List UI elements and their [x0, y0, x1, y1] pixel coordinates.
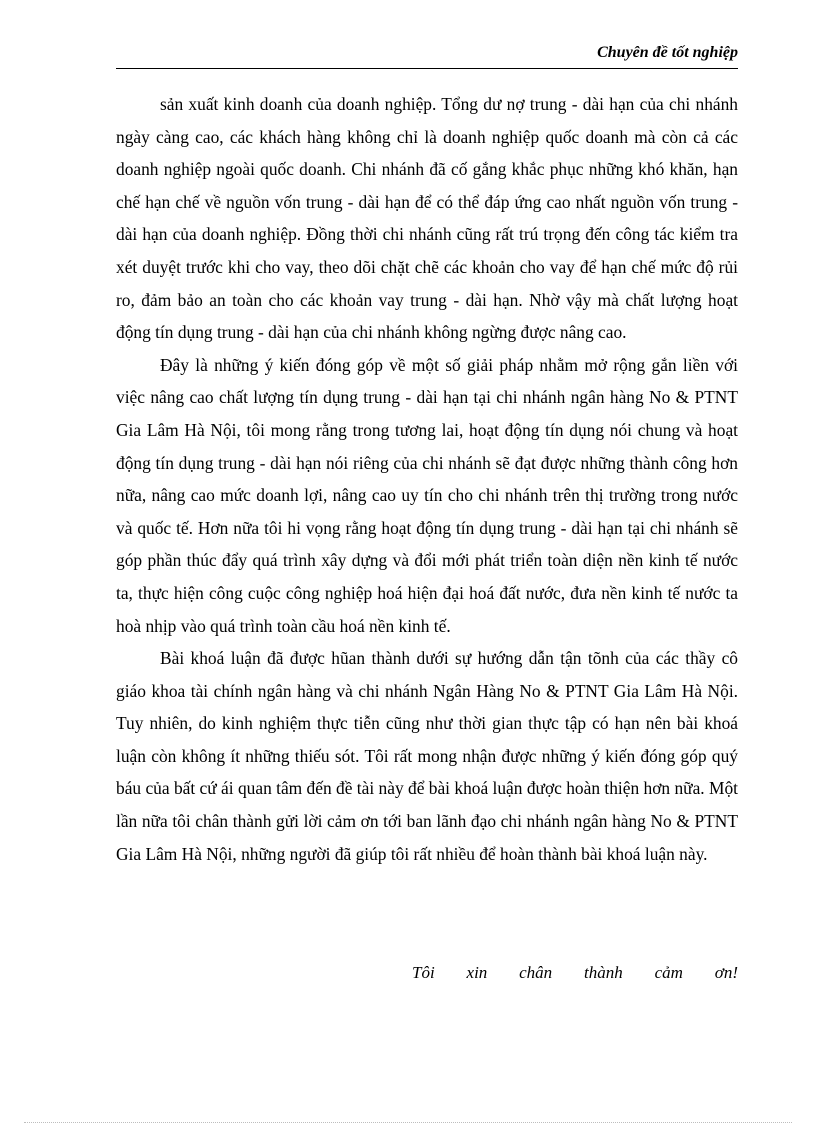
document-body — [116, 88, 738, 870]
page-header-title: Chuyên đề tốt nghiệp — [597, 44, 738, 61]
closing-thanks: Tôi xin chân thành cảm ơn! — [412, 963, 738, 982]
paragraph-3: Bài khoá luận đã được hũan thành dưới sự hướng dẫn tận tõnh của các thầy cô giáo khoa tài chính ngân hàng và chi nhánh Ngân Hàng No & PTNT Gia Lâm Hà Nội. Tuy nhiên, do kinh nghiệm thực tiễn cũng như thời gian thực tập có hạn nên bài khoá luận còn không ít những thiếu sót. Tôi rất mong nhận được những ý kiến đóng góp quý báu của bất cứ ái quan tâm đến đề tài này để bài khoá luận được hoàn thiện hơn nữa. Một lần nữa tôi chân thành gửi lời cảm ơn tới ban lãnh đạo chi nhánh ngân hàng No & PTNT Gia Lâm Hà Nội, những người đã giúp tôi rất nhiều để hoàn thành bài khoá luận này. — [116, 648, 738, 864]
paragraph-2: Đây là những ý kiến đóng góp về một số giải pháp nhằm mở rộng gắn liền với việc nâng cao chất lượng tín dụng trung - dài hạn tại chi nhánh ngân hàng No & PTNT Gia Lâm Hà Nội, tôi mong rằng trong tương lai, hoạt động tín dụng nói chung và hoạt động tín dụng trung - dài hạn nói riêng của chi nhánh sẽ đạt được những thành công hơn nữa, nâng cao mức doanh lợi, nâng cao uy tín cho chi nhánh trên thị trường trong nước và quốc tế. Hơn nữa tôi hi vọng rằng hoạt động tín dụng trung - dài hạn tại chi nhánh sẽ góp phần thúc đẩy quá trình xây dựng và đổi mới phát triển toàn diện nền kinh tế nước ta, thực hiện công cuộc công nghiệp hoá hiện đại hoá đất nước, đưa nền kinh tế nước ta hoà nhịp vào quá trình toàn cầu hoá nền kinh tế. — [116, 354, 738, 636]
header-divider — [116, 68, 738, 69]
paragraph-1: sản xuất kinh doanh của doanh nghiệp. Tổng dư nợ trung - dài hạn của chi nhánh ngày càng cao, các khách hàng không chỉ là doanh nghiệp quốc doanh mà còn cả các doanh nghiệp ngoài quốc doanh. Chi nhánh đã cố gắng khắc phục những khó khăn, hạn chế hạn chế về nguồn vốn trung - dài hạn để có thể đáp ứng cao nhất nguồn vốn trung - dài hạn của doanh nghiệp. Đồng thời chi nhánh cũng rất trú trọng đến công tác kiểm tra xét duyệt trước khi cho vay, theo dõi chặt chẽ các khoản cho vay để hạn chế mức độ rủi ro, đảm bảo an toàn cho các khoản vay trung - dài hạn. Nhờ vậy mà chất lượng hoạt động tín dụng trung - dài hạn của chi nhánh không ngừng được nâng cao. — [116, 94, 738, 343]
